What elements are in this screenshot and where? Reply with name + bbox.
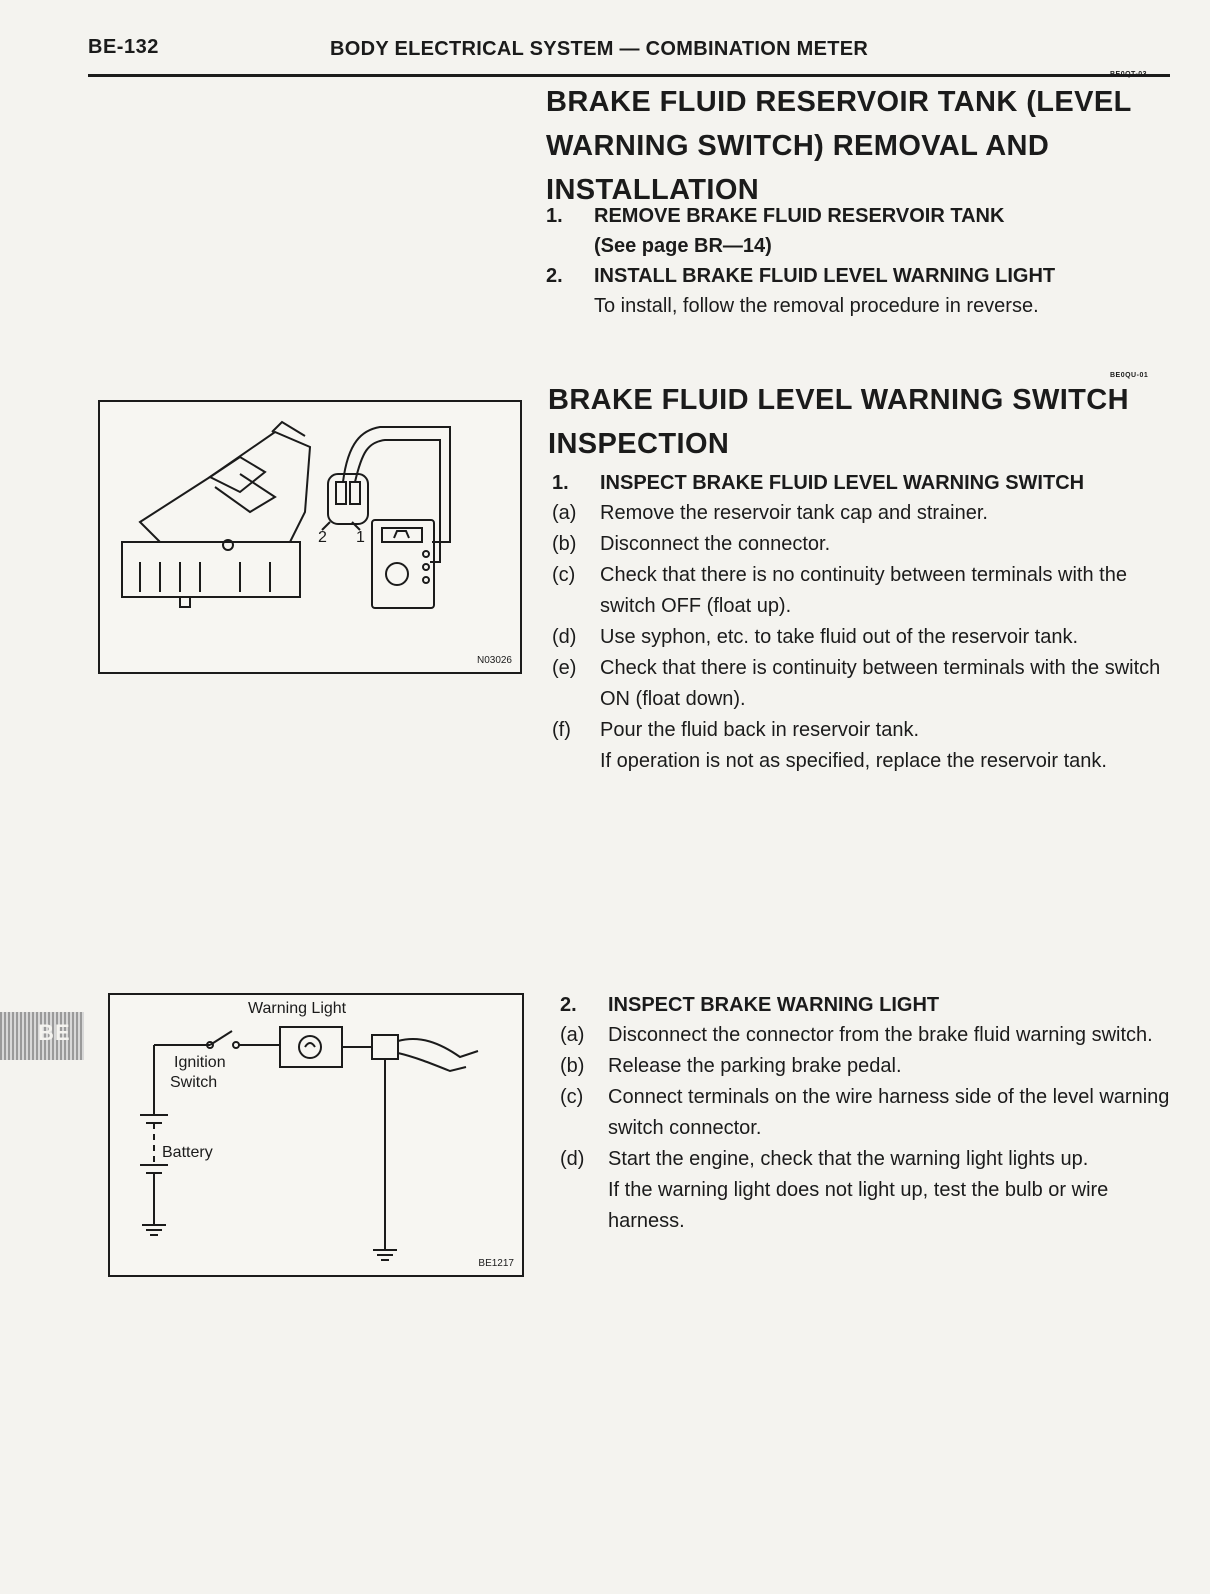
warning-light-circuit-diagram — [110, 995, 522, 1275]
section2-title — [548, 378, 1168, 466]
page-number: BE-132 — [88, 36, 159, 58]
inspection-step-2 — [560, 990, 1185, 1237]
section1-title-line: BRAKE FLUID RESERVOIR TANK (LEVEL — [546, 86, 1132, 118]
section1-steps — [546, 201, 1166, 321]
sub-step — [552, 529, 1172, 560]
reservoir-ohmmeter-illustration — [100, 402, 520, 672]
step-heading — [560, 990, 1185, 1020]
step-number: 1. — [546, 205, 563, 227]
step-heading — [552, 468, 1172, 498]
section2-title-line: BRAKE FLUID LEVEL WARNING SWITCH — [548, 384, 1129, 416]
sub-step-text: Use syphon, etc. to take fluid out of the reservoir tank. — [600, 626, 1079, 648]
sub-step — [552, 622, 1172, 653]
step-title: REMOVE BRAKE FLUID RESERVOIR TANK — [594, 205, 1005, 227]
step-note: To install, follow the removal procedure in reverse. — [594, 295, 1039, 317]
sub-step-text: Disconnect the connector from the brake fluid warning switch. — [608, 1024, 1153, 1046]
sub-step-label: (f) — [552, 719, 571, 741]
sub-step-label: (d) — [552, 626, 577, 648]
step-number: 2. — [546, 265, 563, 287]
section2-code: BE0QU-01 — [1110, 372, 1149, 379]
step-note-row — [560, 1175, 1185, 1237]
sub-step-text: Check that there is continuity between terminals with the switch ON (float down). — [600, 657, 1161, 710]
sub-step-label: (b) — [552, 533, 577, 555]
running-title: BODY ELECTRICAL SYSTEM — COMBINATION METER — [330, 38, 869, 60]
sub-step — [552, 715, 1172, 746]
sub-step-label: (a) — [560, 1024, 585, 1046]
sub-step-label: (e) — [552, 657, 577, 679]
sub-step — [560, 1082, 1185, 1144]
warning-light-circuit-figure — [108, 993, 524, 1277]
step-note-row — [552, 746, 1172, 777]
sub-step-text: Check that there is no continuity between terminals with the switch OFF (float up). — [600, 564, 1127, 617]
step-note: If the warning light does not light up, test the bulb or wire harness. — [608, 1179, 1109, 1232]
section1-title-line: INSTALLATION — [546, 174, 760, 206]
sub-step-text: Release the parking brake pedal. — [608, 1055, 902, 1077]
side-tab-label: BE — [38, 1020, 71, 1045]
figure1-code: N03026 — [476, 655, 512, 666]
sub-step — [552, 653, 1172, 715]
step-title: INSPECT BRAKE FLUID LEVEL WARNING SWITCH — [600, 472, 1085, 494]
ignition-label: Ignition — [174, 1054, 226, 1071]
sub-step-text: Pour the fluid back in reservoir tank. — [600, 719, 920, 741]
step-heading — [546, 201, 1166, 231]
step-title: INSTALL BRAKE FLUID LEVEL WARNING LIGHT — [594, 265, 1056, 287]
sub-step — [560, 1020, 1185, 1051]
reservoir-switch-figure — [98, 400, 522, 674]
step-heading — [546, 261, 1166, 291]
sub-step — [560, 1051, 1185, 1082]
step-title: INSPECT BRAKE WARNING LIGHT — [608, 994, 940, 1016]
section1-title — [546, 80, 1166, 212]
figure2-code: BE1217 — [478, 1258, 514, 1269]
section1-code: BE0QT-03 — [1110, 71, 1148, 78]
sub-step — [552, 498, 1172, 529]
step-note: (See page BR—14) — [594, 235, 772, 257]
sub-step-text: Connect terminals on the wire harness side of the level warning switch connector. — [608, 1086, 1170, 1139]
section-side-tab — [0, 1012, 84, 1060]
switch-label: Switch — [170, 1074, 218, 1091]
sub-step-text: Start the engine, check that the warning light lights up. — [608, 1148, 1089, 1170]
terminal-1-label: 1 — [356, 529, 365, 546]
battery-label: Battery — [162, 1144, 213, 1161]
sub-step-label: (d) — [560, 1148, 585, 1170]
warning-light-label: Warning Light — [248, 1000, 347, 1017]
step-note: If operation is not as specified, replace the reservoir tank. — [600, 750, 1107, 772]
step-number: 1. — [552, 472, 569, 494]
sub-step-text: Remove the reservoir tank cap and strainer. — [600, 502, 988, 524]
sub-step-label: (a) — [552, 502, 577, 524]
sub-step-text: Disconnect the connector. — [600, 533, 831, 555]
step-number: 2. — [560, 994, 577, 1016]
sub-step — [552, 560, 1172, 622]
section1-title-line: WARNING SWITCH) REMOVAL AND — [546, 130, 1050, 162]
terminal-2-label: 2 — [318, 529, 327, 546]
sub-step-label: (c) — [560, 1086, 584, 1108]
sub-step — [560, 1144, 1185, 1175]
sub-step-label: (b) — [560, 1055, 585, 1077]
section2-title-line: INSPECTION — [548, 428, 730, 460]
inspection-step-1 — [552, 468, 1172, 777]
sub-step-label: (c) — [552, 564, 576, 586]
header-rule — [88, 74, 1170, 77]
